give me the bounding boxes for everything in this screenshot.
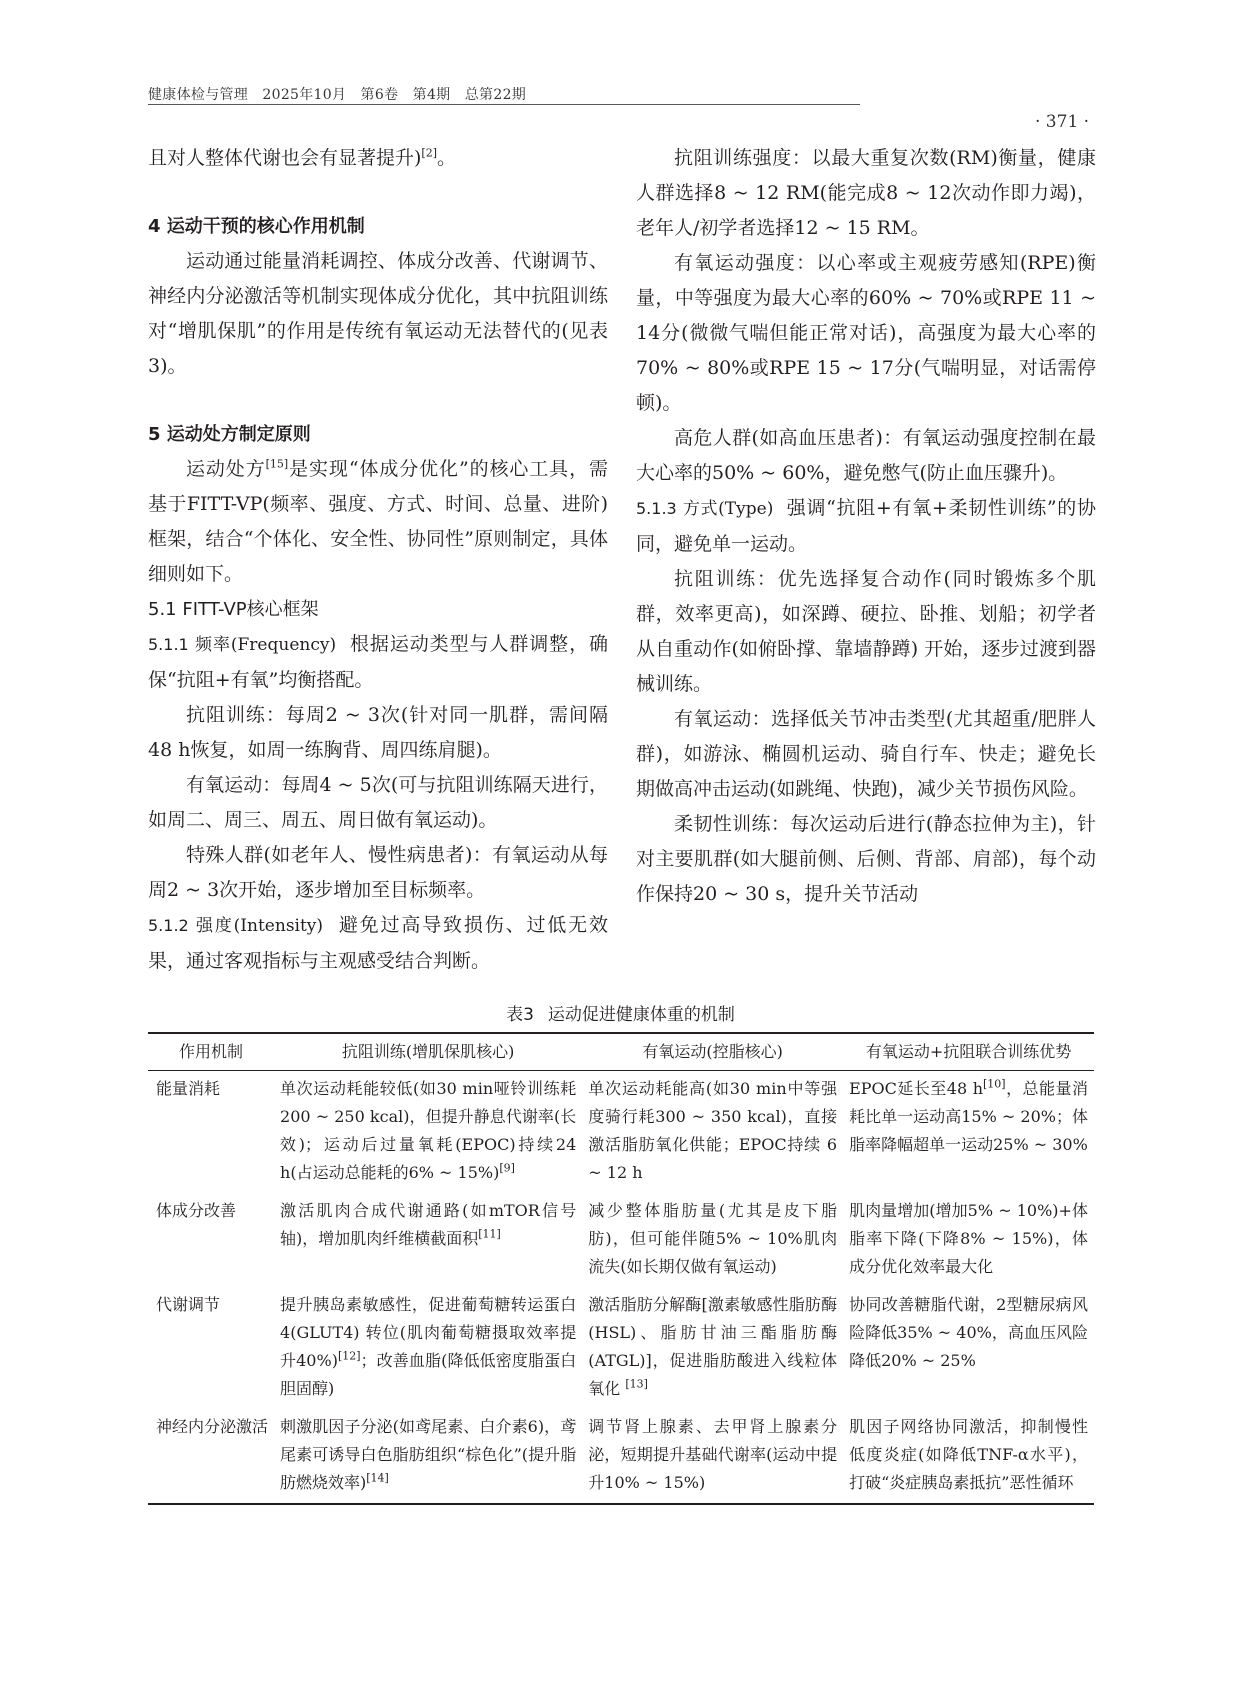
- table-header-row: [148, 1033, 1094, 1071]
- aerobic-cell: 单次运动耗能高(如30 min中等强度骑行耗300 ~ 350 kcal)，直接激活脂肪氧化供能；EPOC持续 6 ~ 12 h: [588, 1079, 838, 1182]
- aerobic-type-paragraph: 有氧运动：选择低关节冲击类型(尤其超重/肥胖人群)，如游泳、椭圆机运动、骑自行车、快走；避免长期做高冲击运动(如跳绳、快跑)，减少关节损伤风险。: [636, 708, 1096, 800]
- resistance-frequency-paragraph: 抗阻训练：每周2 ~ 3次(针对同一肌群，需间隔48 h恢复，如周一练胸背、周四练肩腿)。: [148, 704, 608, 761]
- right-column: [636, 141, 1096, 912]
- table-title: 运动促进健康体重的机制: [547, 1005, 735, 1025]
- citation: [13]: [625, 1377, 648, 1391]
- combined-cell: 协同改善糖脂代谢，2型糖尿病风险降低35% ~ 40%，高血压风险降低20% ~ 25%: [849, 1295, 1088, 1370]
- column-header: 有氧运动+抗阻联合训练优势: [843, 1033, 1094, 1071]
- section-5-1-3-paragraph: 5.1.3 方式(Type) 强调“抗阻+有氧+柔韧性训练”的协同，避免单一运动。: [636, 497, 1096, 555]
- combined-cell: 肌肉量增加(增加5% ~ 10%)+体脂率下降(下降8% ~ 15%)，体成分优化效率最大化: [849, 1201, 1088, 1276]
- citation: [10]: [983, 1077, 1006, 1091]
- table-3-caption: [0, 1000, 1241, 1025]
- resistance-cell: 提升胰岛素敏感性，促进葡萄糖转运蛋白4(GLUT4) 转位(肌肉葡萄糖摄取效率提升40%)[12]；改善血脂(降低低密度脂蛋白胆固醇): [280, 1295, 577, 1398]
- citation: [2]: [421, 146, 438, 160]
- citation: [11]: [478, 1227, 501, 1241]
- section-4-paragraph: 运动通过能量消耗调控、体成分改善、代谢调节、神经内分泌激活等机制实现体成分优化，其中抗阻训练对“增肌保肌”的作用是传统有氧运动无法替代的(见表3)。: [148, 250, 608, 377]
- section-5-1-2-paragraph: 5.1.2 强度(Intensity) 避免过高导致损伤、过低无效果，通过客观指标与主观感受结合判断。: [148, 914, 608, 972]
- section-5-heading: 5 运动处方制定原则: [148, 424, 311, 445]
- resistance-cell: 激活肌肉合成代谢通路(如mTOR信号轴)，增加肌肉纤维横截面积[11]: [280, 1201, 577, 1248]
- combined-cell: EPOC延长至48 h[10]，总能量消耗比单一运动高15% ~ 20%；体脂率降幅超单一运动25% ~ 30%: [849, 1077, 1088, 1154]
- aerobic-cell: 调节肾上腺素、去甲肾上腺素分泌，短期提升基础代谢率(运动中提升10% ~ 15%): [582, 1409, 843, 1504]
- section-5-paragraph: 运动处方[15]是实现“体成分优化”的核心工具，需基于FITT-VP(频率、强度、方式、时间、总量、进阶)框架，结合“个体化、安全性、协同性”原则制定，具体细则如下。: [148, 457, 608, 585]
- mechanism-cell: 代谢调节: [156, 1295, 221, 1314]
- resistance-type-paragraph: 抗阻训练：优先选择复合动作(同时锻炼多个肌群，效率更高)，如深蹲、硬拉、卧推、划船；初学者从自重动作(如俯卧撑、靠墙静蹲) 开始，逐步过渡到器械训练。: [636, 568, 1096, 695]
- section-5-1-1-paragraph: 5.1.1 频率(Frequency) 根据运动类型与人群调整，确保“抗阻+有氧”均衡搭配。: [148, 633, 608, 691]
- high-risk-intensity-paragraph: 高危人群(如高血压患者)：有氧运动强度控制在最大心率的50% ~ 60%，避免憋气(防止血压骤升)。: [636, 427, 1096, 484]
- resistance-intensity-paragraph: 抗阻训练强度：以最大重复次数(RM)衡量，健康人群选择8 ~ 12 RM(能完成8 ~ 12次动作即力竭)，老年人/初学者选择12 ~ 15 RM。: [636, 147, 1096, 239]
- running-head: 健康体检与管理 2025年10月 第6卷 第4期 总第22期: [148, 87, 527, 103]
- mechanism-cell: 神经内分泌激活: [148, 1409, 274, 1504]
- flexibility-type-paragraph: 柔韧性训练：每次运动后进行(静态拉伸为主)，针对主要肌群(如大腿前侧、后侧、背部、肩部)，每个动作保持20 ~ 30 s，提升关节活动: [636, 813, 1096, 905]
- column-header: 有氧运动(控脂核心): [582, 1033, 843, 1071]
- header-rule: [148, 104, 860, 105]
- table-row: [148, 1409, 1094, 1504]
- table-row: [148, 1287, 1094, 1409]
- section-4-heading: 4 运动干预的核心作用机制: [148, 216, 365, 237]
- section-5-1-heading: 5.1 FITT-VP核心框架: [148, 599, 319, 620]
- table-label: 表3: [506, 1005, 534, 1025]
- page-number: · 371 ·: [1035, 112, 1090, 132]
- resistance-cell: 刺激肌因子分泌(如鸢尾素、白介素6)，鸢尾素可诱导白色脂肪组织“棕色化”(提升脂肪燃烧效率)[14]: [274, 1409, 582, 1504]
- citation: [12]: [337, 1349, 361, 1363]
- aerobic-cell: 减少整体脂肪量(尤其是皮下脂肪)，但可能伴随5% ~ 10%肌肉流失(如长期仅做有氧运动): [588, 1201, 838, 1276]
- special-population-frequency-paragraph: 特殊人群(如老年人、慢性病患者)：有氧运动从每周2 ~ 3次开始，逐步增加至目标频率。: [148, 844, 608, 901]
- table-row: [148, 1071, 1094, 1194]
- mechanism-cell: 体成分改善: [156, 1201, 237, 1220]
- citation: [14]: [366, 1471, 389, 1485]
- left-column: [148, 141, 608, 979]
- citation: [15]: [265, 457, 289, 471]
- column-header: 作用机制: [148, 1033, 274, 1071]
- resistance-cell: 单次运动耗能较低(如30 min哑铃训练耗200 ~ 250 kcal)，但提升静息代谢率(长效)；运动后过量氧耗(EPOC)持续24 h(占运动总能耗的6% ~ 15%)[9]: [280, 1079, 577, 1182]
- table-3: [148, 1032, 1094, 1505]
- paragraph-continued: 且对人整体代谢也会有显著提升)[2]。: [148, 146, 457, 169]
- combined-cell: 肌因子网络协同激活，抑制慢性低度炎症(如降低TNF-α水平)，打破“炎症胰岛素抵抗”恶性循环: [843, 1409, 1094, 1504]
- aerobic-intensity-paragraph: 有氧运动强度：以心率或主观疲劳感知(RPE)衡量，中等强度为最大心率的60% ~ 70%或RPE 11 ~ 14分(微微气喘但能正常对话)，高强度为最大心率的70% ~ 80%或RPE 15 ~ 17分(气喘明显，对话需停顿)。: [636, 252, 1096, 414]
- column-header: 抗阻训练(增肌保肌核心): [274, 1033, 582, 1071]
- mechanism-cell: 能量消耗: [156, 1079, 221, 1098]
- aerobic-cell: 激活脂肪分解酶[激素敏感性脂肪酶(HSL)、脂肪甘油三酯脂肪酶(ATGL)]，促进脂肪酸进入线粒体氧化 [13]: [588, 1295, 838, 1398]
- aerobic-frequency-paragraph: 有氧运动：每周4 ~ 5次(可与抗阻训练隔天进行，如周二、周三、周五、周日做有氧运动)。: [148, 774, 608, 831]
- citation: [9]: [499, 1161, 515, 1175]
- table-row: [148, 1193, 1094, 1287]
